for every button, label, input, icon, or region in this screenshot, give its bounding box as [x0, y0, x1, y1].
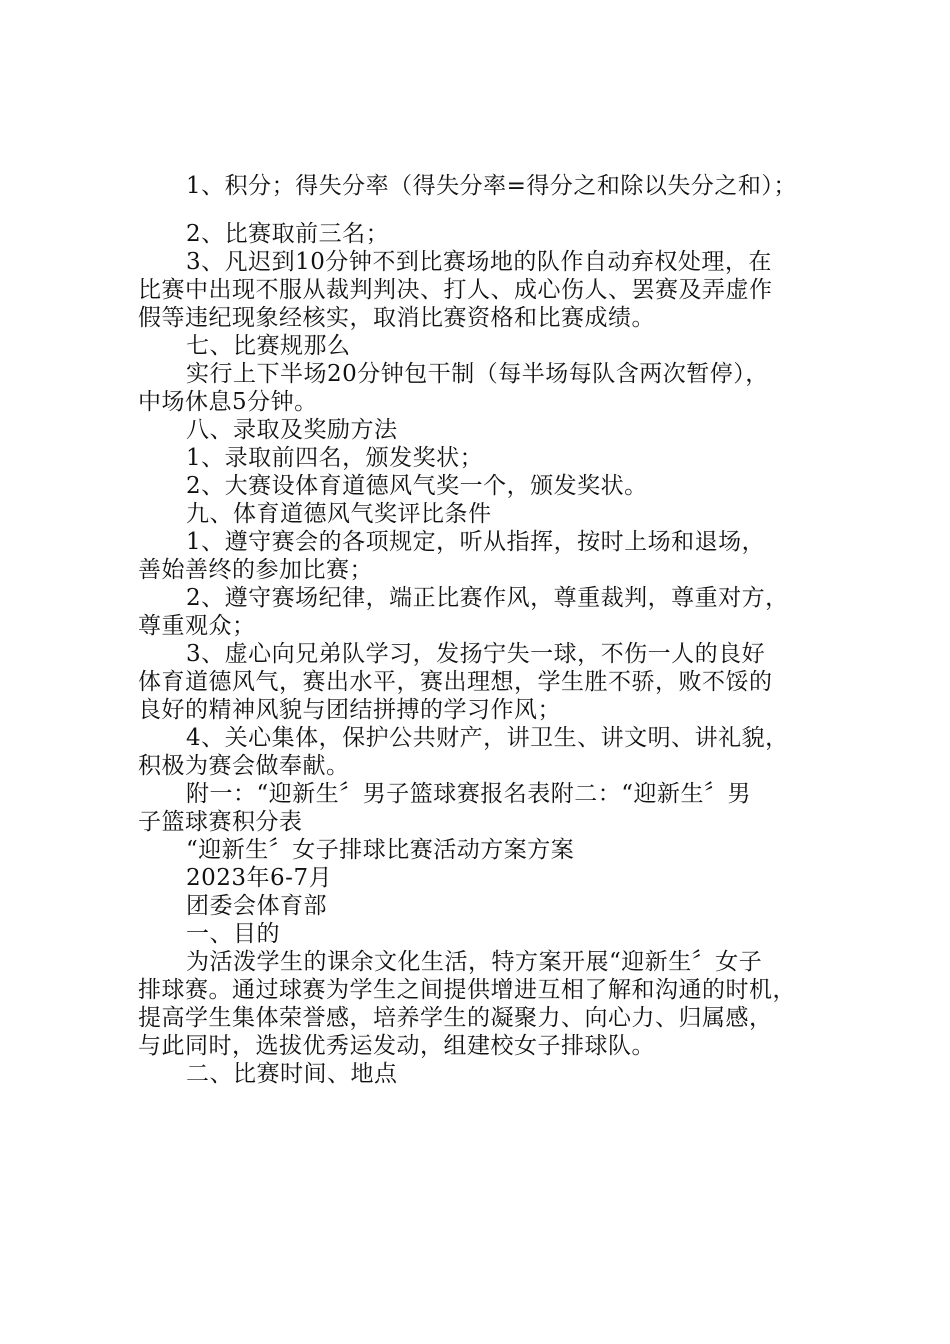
section-heading: 二、比赛时间、地点 [186, 1061, 398, 1087]
document-author: 团委会体育部 [186, 893, 327, 919]
document-body [138, 172, 838, 1088]
text-line: 实行上下半场20分钟包干制（每半场每队含两次暂停）， [186, 361, 769, 387]
document-date: 2023年6-7月 [186, 865, 333, 891]
text-line: 2、比赛取前三名； [186, 221, 390, 247]
text-line: 积极为赛会做奉献。 [138, 753, 350, 779]
text-line: 尊重观众； [138, 613, 256, 639]
text-line: 2、遵守赛场纪律，端正比赛作风，尊重裁判，尊重对方， [186, 585, 789, 611]
text-line: 与此同时，选拔优秀运发动，组建校女子排球队。 [138, 1033, 655, 1059]
text-line: 3、凡迟到10分钟不到比赛场地的队作自动弃权处理，在 [186, 249, 772, 275]
text-line: 假等违纪现象经核实，取消比赛资格和比赛成绩。 [138, 305, 655, 331]
text-line: 为活泼学生的课余文化生活，特方案开展“迎新生〞女子 [186, 949, 763, 975]
section-heading: 一、目的 [186, 921, 280, 947]
document-title: “迎新生〞女子排球比赛活动方案方案 [186, 837, 575, 863]
text-line: 4、关心集体，保护公共财产，讲卫生、讲文明、讲礼貌， [186, 725, 789, 751]
text-line: 排球赛。通过球赛为学生之间提供增进互相了解和沟通的时机， [138, 977, 796, 1003]
text-line: 1、积分；得失分率（得失分率=得分之和除以失分之和）； [186, 173, 797, 199]
text-line: 中场休息5分钟。 [138, 389, 318, 415]
text-line: 良好的精神风貌与团结拼搏的学习作风； [138, 697, 561, 723]
text-line: 体育道德风气，赛出水平，赛出理想，学生胜不骄，败不馁的 [138, 669, 773, 695]
text-line: 善始善终的参加比赛； [138, 557, 373, 583]
text-line: 附一：“迎新生〞男子篮球赛报名表附二：“迎新生〞男 [186, 781, 752, 807]
section-heading: 七、比赛规那么 [186, 333, 351, 359]
text-line: 1、遵守赛会的各项规定，听从指挥，按时上场和退场， [186, 529, 766, 555]
text-line: 1、录取前四名，颁发奖状； [186, 445, 484, 471]
text-line: 子篮球赛积分表 [138, 809, 303, 835]
section-heading: 八、录取及奖励方法 [186, 417, 398, 443]
text-line: 提高学生集体荣誉感，培养学生的凝聚力、向心力、归属感， [138, 1005, 773, 1031]
text-line: 2、大赛设体育道德风气奖一个，颁发奖状。 [186, 473, 648, 499]
text-line: 比赛中出现不服从裁判判决、打人、成心伤人、罢赛及弄虚作 [138, 277, 773, 303]
section-heading: 九、体育道德风气奖评比条件 [186, 501, 492, 527]
text-line: 3、虚心向兄弟队学习，发扬宁失一球，不伤一人的良好 [186, 641, 766, 667]
